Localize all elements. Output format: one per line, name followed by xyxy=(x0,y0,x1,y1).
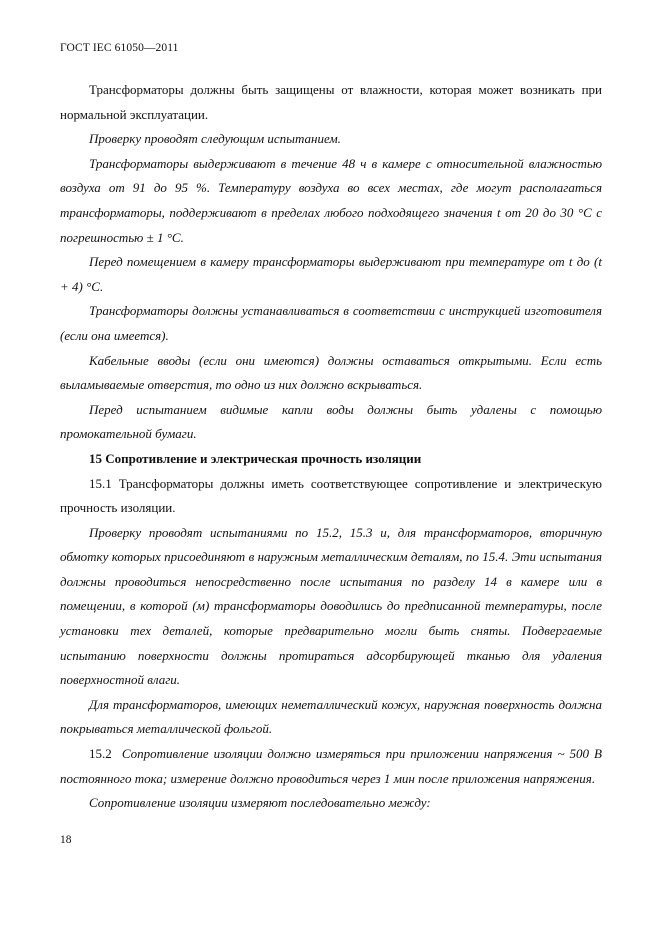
paragraph-water-drops: Перед испытанием видимые капли воды должны быть удалены с помощью промокательной бумаги. xyxy=(60,401,602,442)
section-heading: 15 Сопротивление и электрическая прочность изоляции xyxy=(89,450,422,466)
paragraph-resistance-measurement xyxy=(60,742,602,791)
clause-number: 15.2 xyxy=(89,746,112,762)
paragraph-humidity-requirement: Трансформаторы должны быть защищены от влажности, которая может возникать при нормальной эксплуатации. xyxy=(60,82,602,122)
paragraph-metal-foil: Для трансформаторов, имеющих неметаллический кожух, наружная поверхность должна покрываться металлической фольгой. xyxy=(60,696,602,737)
paragraph-insulation-tests: Проверку проводят испытаниями по 15.2, 15.3 и, для трансформаторов, вторичную обмотку которых присоединяют в наружным металлическим деталям, по 15.4. Эти испытания должны проводиться непосредственно после испытания по разделу 14 в камере или в помещении, в которой (м) трансформаторы доводились до предписанной температуры, после установки тех деталей, которые предварительно могли быть сняты. Подвергаемые испытанию поверхности должны протираться адсорбирующей тканью для удаления поверхностной влаги. xyxy=(60,524,602,688)
paragraph-chamber-conditions: Трансформаторы выдерживают в течение 48 ч в камере с относительной влажностью воздуха от 91 до 95 %. Температуру воздуха во всех местах, где могут располагаться трансформаторы, поддерживают в пределах любого подходящего значения t от 20 до 30 °С с погрешностью ± 1 °С. xyxy=(60,155,602,245)
paragraph-preconditioning: Перед помещением в камеру трансформаторы выдерживают при температуре от t до (t + 4) °С. xyxy=(60,254,602,294)
paragraph-measured-between: Сопротивление изоляции измеряют последовательно между: xyxy=(89,795,431,811)
paragraph-installation: Трансформаторы должны устанавливаться в соответствии с инструкцией изготовителя (если она имеется). xyxy=(60,303,602,343)
paragraph-insulation-requirement: 15.1 Трансформаторы должны иметь соответствующее сопротивление и электрическую прочность изоляции. xyxy=(60,475,602,516)
paragraph-cable-entries: Кабельные вводы (если они имеются) должны оставаться открытыми. Если есть выламываемые отверстия, то одно из них должно вскрываться. xyxy=(60,352,602,393)
page-body xyxy=(60,78,602,816)
document-header: ГОСТ IEC 61050—2011 xyxy=(60,42,179,54)
paragraph-test-intro: Проверку проводят следующим испытанием. xyxy=(89,131,341,147)
clause-text: Сопротивление изоляции должно измеряться при приложении напряжения ~ 500 В постоянного тока; измерение должно проводиться через 1 мин после приложения напряжения. xyxy=(60,746,603,786)
page-number: 18 xyxy=(60,834,72,846)
